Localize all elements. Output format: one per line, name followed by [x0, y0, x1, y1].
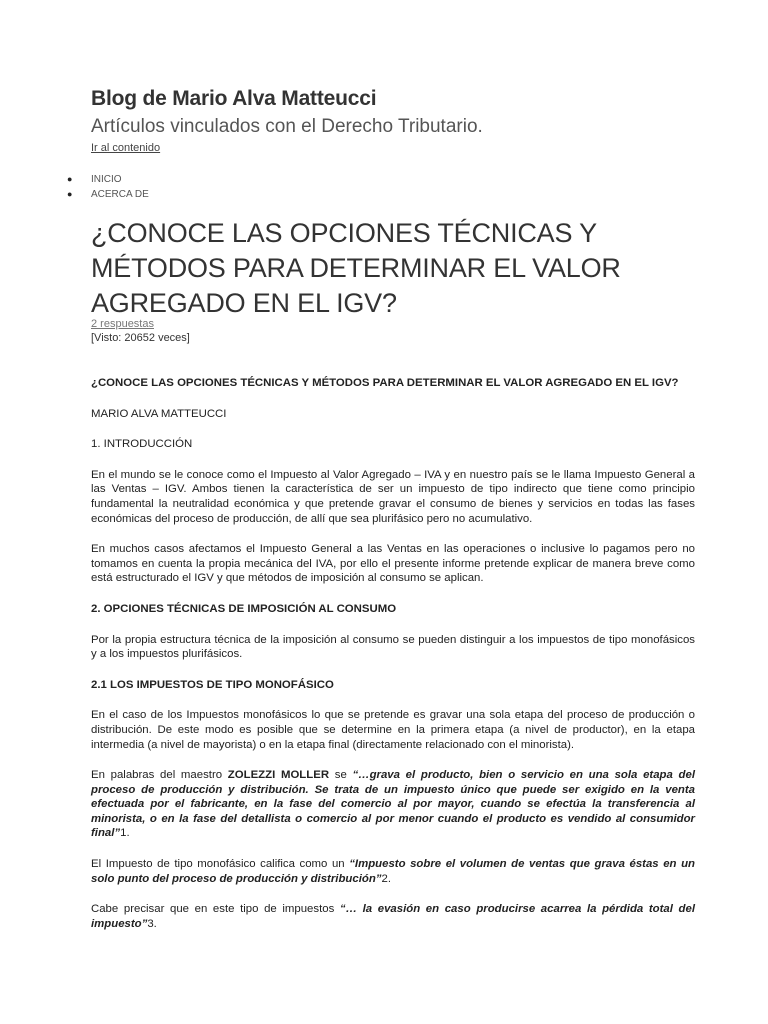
paragraph-quote-evasion	[91, 902, 695, 931]
quotation: “…grava el producto, bien o servicio en una sola etapa del proceso de producción y distribución. Se trata de un impuesto único que puede ser exigido en la venta efectuada por el fabricante, en la fase del comercio al por mayor, cuando se efectúa la transferencia al minorista, o en la fase del detallista o comercio al por menor cuando el producto es vendido al consumidor final”	[91, 769, 695, 840]
bullet-icon: ●	[67, 174, 73, 184]
paragraph: Por la propia estructura técnica de la imposición al consumo se pueden distinguir a los impuestos de tipo monofásicos y a los impuestos plurifásicos.	[91, 633, 695, 661]
text-segment: se	[329, 769, 353, 782]
section-heading-opciones-tecnicas: 2. OPCIONES TÉCNICAS DE IMPOSICIÓN AL CONSUMO	[91, 602, 397, 615]
text-segment: Cabe precisar que en este tipo de impuestos	[91, 903, 340, 916]
content-heading: ¿CONOCE LAS OPCIONES TÉCNICAS Y MÉTODOS PARA DETERMINAR EL VALOR AGREGADO EN EL IGV?	[91, 377, 679, 389]
nav-item-acerca-de[interactable]	[67, 187, 149, 202]
nav-item-label[interactable]: INICIO	[91, 174, 122, 185]
author-reference: ZOLEZZI MOLLER	[227, 769, 330, 782]
bullet-icon: ●	[67, 189, 73, 199]
paragraph: En el caso de los Impuestos monofásicos lo que se pretende es gravar una sola etapa del proceso de producción o distribución. De este modo es posible que se determine en la primera etapa (a nivel de productor), en la etapa intermedia (a nivel de mayorista) o en la etapa final (directamente relacionado con el minorista).	[91, 709, 695, 751]
text-segment: El Impuesto de tipo monofásico califica como un	[91, 858, 350, 871]
section-heading-introduccion: 1. INTRODUCCIÓN	[91, 438, 193, 451]
section-heading-monofasico: 2.1 LOS IMPUESTOS DE TIPO MONOFÁSICO	[91, 678, 334, 691]
author-name: MARIO ALVA MATTEUCCI	[91, 407, 227, 420]
page	[67, 86, 695, 930]
paragraph: En muchos casos afectamos el Impuesto General a las Ventas en las operaciones o inclusive lo pagamos pero no tomamos en cuenta la propia mecánica del IVA, por ello el presente informe pretende explicar de manera breve como está estructurado el IGV y que métodos de imposición al consumo se aplican.	[91, 543, 695, 585]
view-count: [Visto: 20652 veces]	[91, 332, 190, 344]
post-content	[91, 376, 695, 947]
post-title: ¿CONOCE LAS OPCIONES TÉCNICAS Y MÉTODOS PARA DETERMINAR EL VALOR AGREGADO EN EL IGV?	[91, 218, 621, 318]
nav-item-label[interactable]: ACERCA DE	[91, 189, 149, 200]
quotation: “Impuesto sobre el volumen de ventas que grava éstas en un solo punto del proceso de producción y distribución”	[91, 858, 695, 885]
skip-to-content-link[interactable]: Ir al contenido	[91, 142, 161, 154]
site-title[interactable]: Blog de Mario Alva Matteucci	[91, 87, 377, 110]
paragraph-quote-zolezzi	[91, 768, 695, 841]
paragraph-quote-definition	[91, 857, 695, 886]
main-nav	[67, 172, 149, 202]
post-meta	[91, 317, 190, 345]
footnote-ref: 3.	[147, 917, 157, 930]
footnote-ref: 1.	[120, 827, 130, 840]
quotation: “… la evasión en caso producirse acarrea la pérdida total del impuesto”	[91, 903, 695, 930]
footnote-ref: 2.	[381, 872, 391, 885]
paragraph: En el mundo se le conoce como el Impuesto al Valor Agregado – IVA y en nuestro país se le llama Impuesto General a las Ventas – IGV. Ambos tienen la característica de ser un impuesto de tipo indirecto que tiene como principio fundamental la neutralidad económica y que pretende gravar el consumo de bienes y servicios en todas las fases económicas del proceso de producción, de allí que sea plurifásico pero no acumulativo.	[91, 468, 695, 525]
text-segment: En palabras del maestro	[91, 769, 228, 782]
nav-item-inicio[interactable]	[67, 172, 149, 187]
site-description: Artículos vinculados con el Derecho Tributario.	[91, 116, 483, 137]
replies-link[interactable]: 2 respuestas	[91, 318, 154, 330]
